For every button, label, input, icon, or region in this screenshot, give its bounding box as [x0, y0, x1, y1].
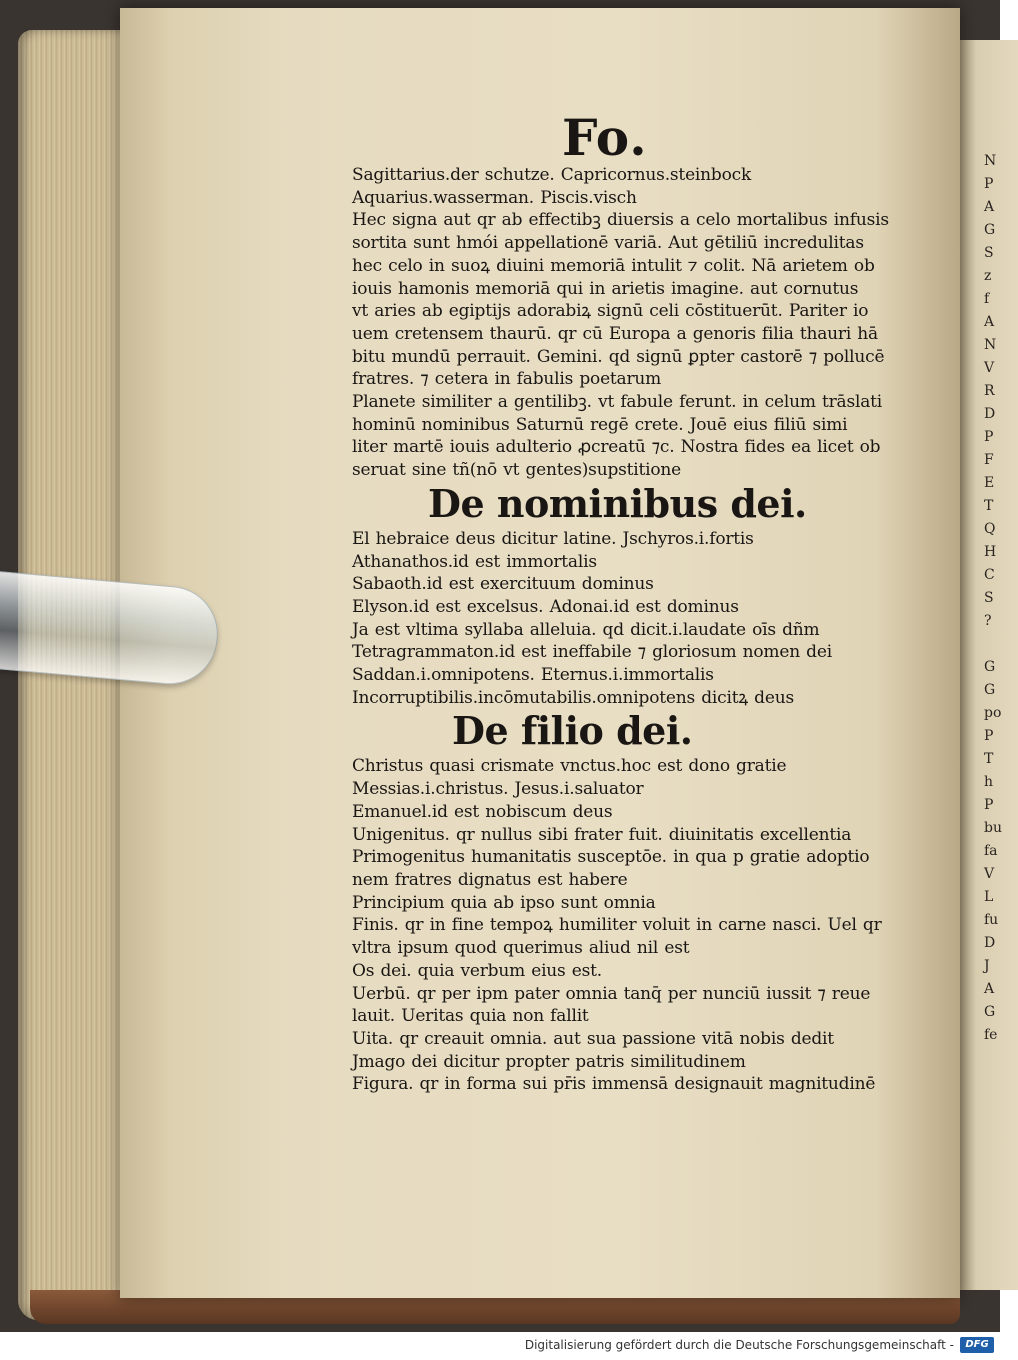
text-line: Elyson.id est excelsus. Adonai.id est dominus	[352, 596, 739, 617]
text-line: bitu mundū perrauit. Gemini. qd signū ꝑpter castorē ⁊ pollucē	[352, 346, 885, 367]
dfg-logo-icon: DFG	[960, 1337, 994, 1353]
text-line: Hec signa aut qr ab effectibꝫ diuersis a celo mortalibus infusis	[352, 210, 889, 231]
text-line: Jmago dei dicitur propter patris similitudinem	[352, 1051, 746, 1072]
text-line: Uita. qr creauit omnia. aut sua passione vitā nobis dedit	[352, 1028, 834, 1049]
text-line: Planete similiter a gentilibꝫ. vt fabule ferunt. in celum trāslati	[352, 392, 883, 413]
text-line: Sagittarius.der schutze. Capricornus.steinbock	[352, 165, 752, 185]
text-line: liter martē iouis adulterio ꝓcreatū ⁊c. Nostra fides ea licet ob	[352, 437, 881, 458]
text-line: Tetragrammaton.id est ineffabile ⁊ gloriosum nomen dei	[352, 642, 832, 663]
text-line: Messias.i.christus. Jesus.i.saluator	[352, 779, 644, 800]
text-line: hec celo in suoꝝ diuini memoriā intulit ⁊ colit. Nā arietem ob	[352, 255, 875, 276]
text-line: Athanathos.id est immortalis	[352, 551, 597, 572]
text-line: Figura. qr in forma sui pr̄is immensā designauit magnitudinē	[352, 1074, 876, 1095]
text-line: Saddan.i.omnipotens. Eternus.i.immortalis	[352, 665, 714, 686]
text-line: seruat sine tñ(nō vt gentes)supstitione	[352, 460, 682, 481]
footer-bar	[0, 1332, 1000, 1360]
text-line: Principium quia ab ipso sunt omnia	[352, 892, 656, 913]
text-line: Sabaoth.id est exercituum dominus	[352, 574, 654, 595]
text-line: Os dei. quia verbum eius est.	[352, 960, 602, 981]
text-line: iouis hamonis memoriā qui in arietis imagine. aut cornutus	[352, 278, 859, 299]
text-line: fratres. ⁊ cetera in fabulis poetarum	[352, 369, 662, 390]
text-line: Finis. qr in fine tempoꝝ humiliter voluit in carne nasci. Uel qr	[352, 915, 882, 936]
text-line: vt aries ab egiptijs adorabiꝝ signū celi cōstituerūt. Pariter io	[352, 301, 869, 322]
text-line: sortita sunt hmói appellationē variā. Aut gētiliū incredulitas	[352, 233, 864, 254]
funding-credit: Digitalisierung gefördert durch die Deutsche Forschungsgemeinschaft -	[524, 1338, 954, 1352]
folio-heading: Fo.	[562, 108, 648, 167]
section-intro	[352, 164, 892, 482]
facing-page-text: N P A G S z f A N V R D P F E T Q H C S ? G G po P T h P bu fa V L fu D J A G fe	[984, 153, 1002, 1043]
text-line: Christus quasi crismate vnctus.hoc est dono gratie	[352, 756, 787, 777]
text-line: vltra ipsum quod querimus aliud nil est	[352, 938, 690, 959]
text-line: Aquarius.wasserman. Piscis.visch	[352, 187, 637, 208]
text-line: Uerbū. qr per ipm pater omnia tanq̄ per nunciū iussit ⁊ reue	[352, 983, 871, 1004]
text-lines	[352, 164, 892, 1096]
text-line: Emanuel.id est nobiscum deus	[352, 801, 613, 822]
section-filio-dei	[352, 755, 892, 1096]
text-line: nem fratres dignatus est habere	[352, 869, 628, 890]
section-nomina-dei	[352, 528, 892, 710]
text-line: Incorruptibilis.incōmutabilis.omnipotens dicitꝝ deus	[352, 687, 794, 708]
text-line: uem cretensem thaurū. qr cū Europa a genoris filia thauri hā	[352, 323, 878, 344]
heading-de-nominibus-dei: De nominibus dei.	[428, 480, 807, 526]
text-line: Unigenitus. qr nullus sibi frater fuit. diuinitatis excellentia	[352, 824, 852, 845]
text-line: Primogenitus humanitatis susceptōe. in qua p gratie adoptio	[352, 847, 870, 868]
text-line: hominū nominibus Saturnū regē crete. Jouē eius filiū simi	[352, 414, 848, 435]
text-line: lauit. Ueritas quia non fallit	[352, 1006, 589, 1027]
text-line: Ja est vltima syllaba alleluia. qd dicit.i.laudate oīs dñm	[352, 619, 820, 640]
heading-de-filio-dei: De filio dei.	[452, 708, 693, 754]
text-line: El hebraice deus dicitur latine. Jschyros.i.fortis	[352, 528, 754, 549]
